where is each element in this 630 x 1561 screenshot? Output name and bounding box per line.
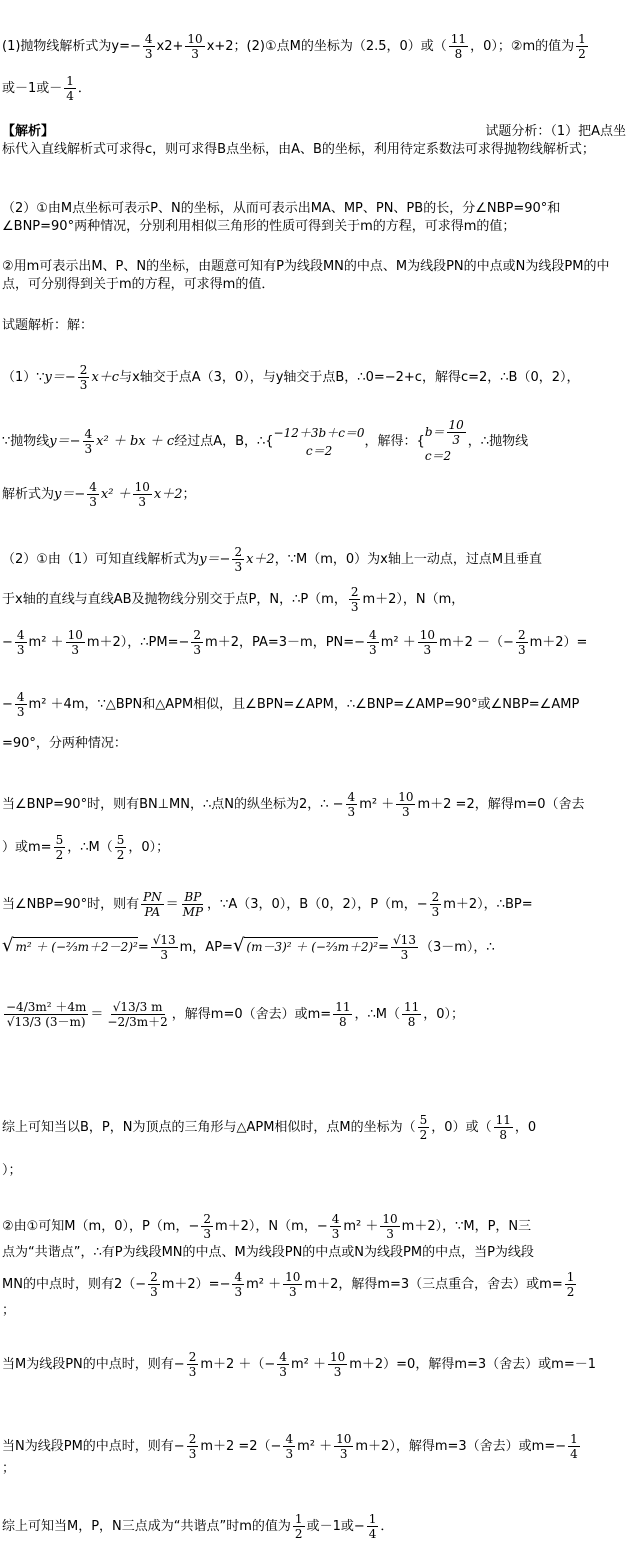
sol-line-14: 综上可知当以B，P，N为顶点的三角形与△APM相似时，点M的坐标为（ $\frac{5}{2}$ ，0）或（ $\frac{11}{8}$ ，0 (2, 1113, 537, 1142)
analysis-p1: 标代入直线解析式可求得c，则可求得B点坐标，由A、B的坐标，利用待定系数法可求得抛物线解析式； (2, 142, 595, 157)
sol-line-17: 点为“共谐点”，∴有P为线段MN的中点、M为线段PN的中点或N为线段PM的中点，当P为线段 (2, 1245, 534, 1260)
sol-line-12: √ m² ＋ (−⅔m＋2－2)²= $\frac{√13}{3}$ m，AP=√ (m－3)² ＋ (−⅔m＋2)²= $\frac{√13}{3}$ （3－m），∴ (2, 933, 495, 962)
sol-line-5: 于x轴的直线与直线AB及抛物线分别交于点P，N，∴P（m， $\frac{2}{3}$ m＋2），N（m， (2, 585, 465, 614)
analysis-p4: 试题解析：解： (2, 318, 94, 333)
sol-line-23: 综上可知当M，P，N三点成为“共谐点”时m的值为 $\frac{1}{2}$ 或－1或− $\frac{1}{4}$ ． (2, 1512, 394, 1541)
sol-line-6: − $\frac{4}{3}$ m² ＋ $\frac{10}{3}$ m＋2），∴PM=− $\frac{2}{3}$ m＋2，PA=3－m，PN=− $\frac{4}{3}$ m² ＋ $\frac{10}{3}$ m＋2 －（− $\frac{2}{3}$ m＋2）= (2, 628, 588, 657)
sol-line-22: ； (2, 1461, 16, 1476)
answer-text: x+2；(2)①点M的坐标为（2.5，0）或（ (206, 39, 447, 54)
sol-line-9: 当∠BNP=90°时，则有BN⊥MN，∴点N的纵坐标为2，∴ − $\frac{4}{3}$ m² ＋ $\frac{10}{3}$ m＋2 =2，解得m=0（舍去 (2, 790, 585, 819)
answer-line-2 (2, 74, 628, 103)
fraction: $\frac{1}{2}$ (578, 32, 586, 61)
analysis-header (2, 123, 628, 141)
sol-line-8: =90°，分两种情况： (2, 736, 127, 751)
sol-line-10: ）或m= $\frac{5}{2}$ ，∴M（ $\frac{5}{2}$ ，0）； (2, 833, 170, 862)
analysis-p3: ②用m可表示出M、P、N的坐标，由题意可知有P为线段MN的中点、M为线段PN的中点或N为线段PM的中点，可分别得到关于m的方程，可求得m的值． (2, 259, 610, 292)
sol-line-16: ②由①可知M（m，0），P（m，− $\frac{2}{3}$ m＋2），N（m，− $\frac{4}{3}$ m² ＋ $\frac{10}{3}$ m＋2），∵M，P，N三 (2, 1212, 532, 1241)
analysis-intro: 试题分析：（1）把A点坐 (485, 124, 626, 139)
fraction: $\frac{1}{4}$ (66, 74, 74, 103)
answer-line-1 (2, 32, 628, 61)
fraction: $\frac{4}{3}$ (144, 32, 153, 61)
answer-text: 或－1或－ (2, 81, 63, 96)
sol-line-15: ）； (2, 1163, 22, 1178)
sol-line-19: ； (2, 1303, 16, 1318)
sol-line-21: 当N为线段PM的中点时，则有− $\frac{2}{3}$ m＋2 =2（− $\frac{4}{3}$ m² ＋ $\frac{10}{3}$ m＋2），解得m=3（舍去）或m=− $\frac{1}{4}$ (2, 1432, 578, 1461)
analysis-title: 【解析】 (2, 124, 55, 139)
sol-line-3: 解析式为y＝− $\frac{4}{3}$ x² ＋ $\frac{10}{3}$ x＋2； (2, 480, 196, 509)
sol-line-7: − $\frac{4}{3}$ m² ＋4m，∵△BPN和△APM相似，且∠BPN=∠APM，∴∠BNP=∠AMP=90°或∠NBP=∠AMP (2, 690, 580, 719)
answer-text: (1)抛物线解析式为y=− (2, 39, 141, 54)
sol-line-13: $\frac{\text{−4/3m² ＋4m}}{√13/3 (3-m)}$ ＝ $\frac{√13/3 m}{-2/3m+2}$ ，解得m=0（舍去）或m= $\frac{11}{8}$ ，∴M（ $\frac{11}{8}$ ，0）； (6, 1000, 465, 1029)
answer-text: x2+ (156, 39, 184, 54)
analysis-p2: （2）①由M点坐标可表示P、N的坐标，从而可表示出MA、MP、PN、PB的长，分∠NBP=90°和∠BNP=90°两种情况，分别利用相似三角形的性质可得到关于m的方程，可求得m的值； (2, 201, 561, 234)
fraction: $\frac{10}{3}$ (187, 32, 203, 61)
sol-line-18: MN的中点时，则有2（− $\frac{2}{3}$ m＋2）=− $\frac{4}{3}$ m² ＋ $\frac{10}{3}$ m＋2，解得m=3（三点重合，舍去）或m= $\frac{1}{2}$ (2, 1270, 575, 1299)
fraction: $\frac{11}{8}$ (450, 32, 467, 61)
sol-line-11: 当∠NBP=90°时，则有 $\frac{PN}{PA}$ ＝ $\frac{BP}{MP}$ ，∵A（3，0），B（0，2），P（m，− $\frac{2}{3}$ m＋2），∴BP= (2, 890, 533, 919)
sol-line-1: （1）∵y＝− $\frac{2}{3}$ x＋c与x轴交于点A（3，0），与y轴交于点B，∴0=−2+c，解得c=2，∴B（0，2）， (2, 363, 580, 392)
sol-line-4: （2）①由（1）可知直线解析式为y＝− $\frac{2}{3}$ x＋2，∵M（m，0）为x轴上一动点，过点M且垂直 (2, 545, 543, 574)
sol-line-20: 当M为线段PN的中点时，则有− $\frac{2}{3}$ m＋2 ＋（− $\frac{4}{3}$ m² ＋ $\frac{10}{3}$ m＋2）=0，解得m=3（舍去）或m=－1 (2, 1350, 596, 1379)
answer-text: ． (77, 81, 91, 96)
answer-text: ，0）；②m的值为 (470, 39, 575, 54)
sol-line-2: ∵抛物线y＝− $\frac{4}{3}$ x² ＋ bx ＋ c经过点A，B，∴{ −12＋3b＋c＝0 c＝2 ，解得：{ b＝ $\frac{10}{3}$ c＝2 ，∴抛物线 (2, 418, 529, 463)
